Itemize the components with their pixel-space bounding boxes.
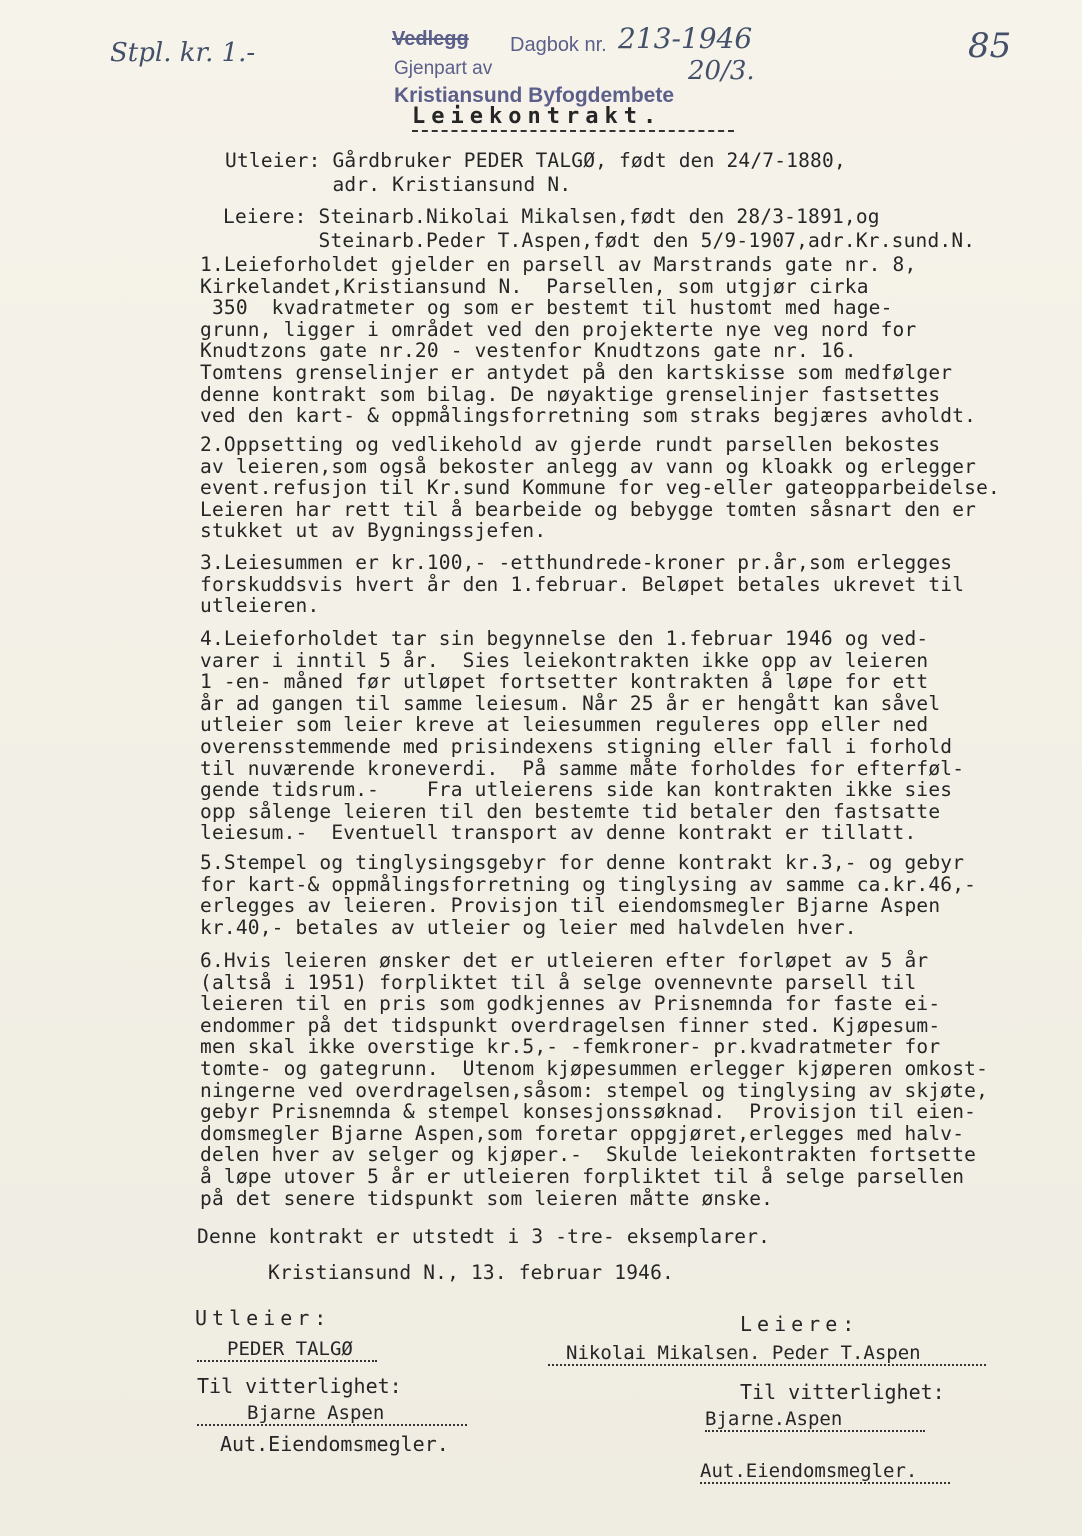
section-5-line: 5.Stempel og tinglysingsgebyr for denne kontrakt kr.3,- og gebyr xyxy=(200,851,965,874)
section-6-line: (altså i 1951) forpliktet til å selge ovennevnte parsell til xyxy=(200,970,917,994)
section-2-line: Leieren har rett til å bearbeide og bebygge tomten såsnart den er xyxy=(200,497,977,521)
copies-statement: Denne kontrakt er utstedt i 3 -tre- eksemplarer. xyxy=(197,1225,771,1248)
witness-label-left: Til vitterlighet: xyxy=(197,1374,402,1398)
section-1-line: 1.Leieforholdet gjelder en parsell av Marstrands gate nr. 8, xyxy=(200,253,917,276)
lessor-label: Utleier: xyxy=(195,1306,332,1330)
handwritten-stamp-fee: Stpl. kr. 1.- xyxy=(110,38,256,68)
section-6-line: ningerne ved overdragelsen,såsom: stempel og tinglysing av skjøte, xyxy=(200,1078,989,1102)
section-2-line: event.refusjon til Kr.sund Kommune for veg-eller gateopparbeidelse. xyxy=(200,476,1000,500)
stamp-byfogdembete: Kristiansund Byfogdembete xyxy=(394,84,675,107)
section-2-line: stukket ut av Bygningssjefen. xyxy=(200,519,547,543)
lessees-signature: Nikolai Mikalsen. Peder T.Aspen xyxy=(548,1342,986,1366)
section-1-line: denne kontrakt som bilag. De nøyaktige grenselinjer fastsettes xyxy=(200,382,941,406)
section-6-line: domsmegler Bjarne Aspen,som foretar oppgjøret,erlegges med halv- xyxy=(200,1121,965,1145)
section-1-line: ved den kart- & oppmålingsforretning som straks begjæres avholdt. xyxy=(200,404,977,428)
stamp-vedlegg: Vedlegg xyxy=(392,28,469,50)
section-2-line: av leieren,som også bekoster anlegg av vann og kloakk og erlegger xyxy=(200,454,977,478)
witness-signature-right: Bjarne.Aspen xyxy=(705,1408,925,1432)
section-4-line: 4.Leieforholdet tar sin begynnelse den 1.februar 1946 og ved- xyxy=(200,627,929,650)
section-1-line: grunn, ligger i området ved den projekterte nye veg nord for xyxy=(200,317,917,341)
section-6-line: 6.Hvis leieren ønsker det er utleieren efter forløpet av 5 år xyxy=(200,949,929,972)
lessor-signature: PEDER TALGØ xyxy=(197,1338,377,1362)
party-line: adr. Kristiansund N. xyxy=(225,173,572,196)
title-underline xyxy=(412,130,734,132)
section-6-line: tomte- og gategrunn. Utenom kjøpesummen erlegger kjøperen omkost- xyxy=(200,1057,989,1080)
section-6-line: på det senere tidspunkt som leieren måtte ønske. xyxy=(200,1186,774,1210)
section-5-line: for kart-& oppmålingsforretning og tinglysing av samme ca.kr.46,- xyxy=(200,872,977,896)
witness-signature-left: Bjarne Aspen xyxy=(197,1402,467,1426)
section-3-line: forskuddsvis hvert år den 1.februar. Beløpet betales ukrevet til xyxy=(200,572,965,596)
section-3-line: utleieren. xyxy=(200,594,320,618)
witness-title-right: Aut.Eiendomsmegler. xyxy=(700,1460,950,1484)
handwritten-page-number: 85 xyxy=(968,26,1012,66)
section-4-line: opp sålenge leieren til den bestemte tid betaler den fastsatte xyxy=(200,799,941,823)
section-6-line: men skal ikke overstige kr.5,- -femkroner- pr.kvadratmeter for xyxy=(200,1035,941,1059)
section-4-line: leiesum.- Eventuell transport av denne kontrakt er tillatt. xyxy=(200,821,917,845)
place-and-date: Kristiansund N., 13. februar 1946. xyxy=(268,1261,674,1284)
section-1-line: 350 kvadratmeter og som er bestemt til hustomt med hage- xyxy=(200,296,893,320)
stamp-gjenpart: Gjenpart av xyxy=(394,58,493,79)
section-6-line: gebyr Prisnemnda & stempel konsesjonssøknad. Provisjon til eien- xyxy=(200,1100,977,1124)
section-1-line: Tomtens grenselinjer er antydet på den kartskisse som medfølger xyxy=(200,361,953,384)
lessees-label: Leiere: xyxy=(740,1312,860,1336)
section-4-line: utleier som leier kreve at leiesummen reguleres opp eller ned xyxy=(200,713,929,737)
section-4-line: år ad gangen til samme leiesum. Når 25 år er hengått kan såvel xyxy=(200,691,941,715)
party-line: Leiere: Steinarb.Nikolai Mikalsen,født den 28/3-1891,og xyxy=(223,205,880,228)
handwritten-dagbok-number: 213-1946 xyxy=(618,22,753,55)
section-2-line: 2.Oppsetting og vedlikehold av gjerde rundt parsellen bekostes xyxy=(200,433,941,456)
section-4-line: overensstemmende med prisindexens stigning eller fall i forhold xyxy=(200,735,953,758)
section-4-line: gende tidsrum.- Fra utleierens side kan kontrakten ikke sies xyxy=(200,778,953,802)
section-6-line: leieren til en pris som godkjennes av Prisnemnda for faste ei- xyxy=(200,992,941,1016)
party-line: Utleier: Gårdbruker PEDER TALGØ, født den 24/7-1880, xyxy=(225,149,846,172)
section-6-line: å løpe utover 5 år er utleieren forpliktet til å selge parsellen xyxy=(200,1165,965,1188)
section-6-line: endommer på det tidspunkt overdragelsen finner sted. Kjøpesum- xyxy=(200,1013,941,1037)
witness-label-right: Til vitterlighet: xyxy=(740,1380,945,1404)
section-1-line: Knudtzons gate nr.20 - vestenfor Knudtzons gate nr. 16. xyxy=(200,339,857,363)
section-4-line: til nuværende kroneverdi. På samme måte forholdes for efterføl- xyxy=(200,756,965,780)
party-line: Steinarb.Peder T.Aspen,født den 5/9-1907,adr.Kr.sund.N. xyxy=(223,229,976,252)
section-4-line: varer i inntil 5 år. Sies leiekontrakten ikke opp av leieren xyxy=(200,648,929,672)
section-5-line: kr.40,- betales av utleier og leier med halvdelen hver. xyxy=(200,915,857,939)
document-title: Leiekontrakt. xyxy=(412,104,663,129)
section-5-line: erlegges av leieren. Provisjon til eiendomsmegler Bjarne Aspen xyxy=(200,894,941,918)
section-4-line: 1 -en- måned før utløpet fortsetter kontrakten å løpe for ett xyxy=(200,670,929,694)
stamp-dagbok-label: Dagbok nr. xyxy=(510,34,607,56)
section-1-line: Kirkelandet,Kristiansund N. Parsellen, som utgjør cirka xyxy=(200,274,869,298)
witness-title-left: Aut.Eiendomsmegler. xyxy=(220,1432,449,1456)
handwritten-date: 20/3. xyxy=(688,56,755,86)
section-6-line: delen hver av selger og kjøper.- Skulde leiekontrakten fortsette xyxy=(200,1143,977,1167)
section-3-line: 3.Leiesummen er kr.100,- -etthundrede-kroner pr.år,som erlegges xyxy=(200,551,953,574)
